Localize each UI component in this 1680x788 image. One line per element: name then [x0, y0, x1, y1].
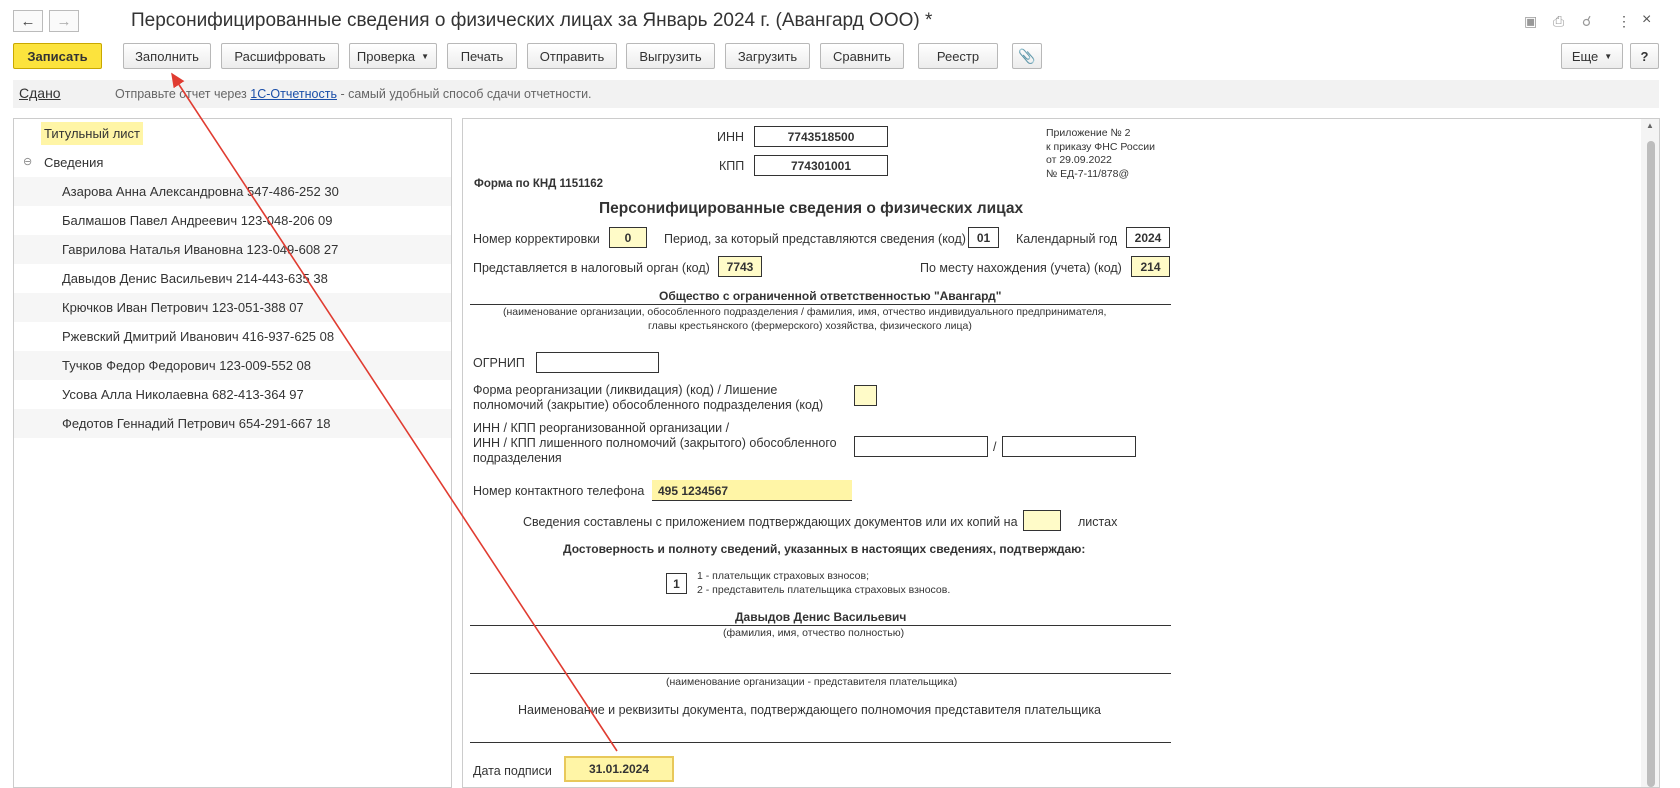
collapse-icon[interactable]: ⊖ [23, 156, 33, 168]
check-button-label: Проверка [356, 48, 416, 64]
save-icon[interactable]: ▣ [1524, 13, 1538, 29]
close-icon[interactable]: × [1642, 11, 1652, 28]
tree-item-label: Сведения [44, 155, 104, 170]
period-label: Период, за который представляются сведения (код) [664, 232, 966, 246]
help-button[interactable]: ? [1630, 43, 1659, 69]
send-button[interactable]: Отправить [527, 43, 617, 69]
reorganization-label: полномочий (закрытие) обособленного подразделения (код) [473, 398, 824, 412]
tax-authority-field[interactable]: 7743 [718, 256, 762, 277]
1c-reporting-link[interactable]: 1С-Отчетность [250, 87, 337, 101]
person-label: Ржевский Дмитрий Иванович 416-937-625 08 [62, 329, 335, 344]
arrow-right-icon: → [56, 12, 72, 30]
documents-label: Сведения составлены с приложением подтверждающих документов или их копий на [523, 515, 1018, 529]
signer-option: 2 - представитель плательщика страховых взносов. [697, 584, 951, 596]
confirmation-heading: Достоверность и полноту сведений, указанных в настоящих сведениях, подтверждаю: [563, 542, 1086, 556]
more-button-label: Еще [1571, 48, 1599, 64]
registry-button[interactable]: Реестр [918, 43, 998, 69]
inn-kpp-reorg-label: подразделения [473, 451, 562, 465]
inn-kpp-reorg-label: ИНН / КПП реорганизованной организации / [473, 421, 730, 435]
decode-button[interactable]: Расшифровать [221, 43, 339, 69]
fill-button[interactable]: Заполнить [123, 43, 211, 69]
paperclip-icon: 📎 [1018, 47, 1036, 64]
signer-hint: (фамилия, имя, отчество полностью) [723, 627, 905, 639]
person-label: Гаврилова Наталья Ивановна 123-049-608 27 [62, 242, 339, 257]
person-label: Балмашов Павел Андреевич 123-048-206 09 [62, 213, 333, 228]
phone-value: 495 1234567 [658, 484, 729, 498]
person-label: Тучков Федор Федорович 123-009-552 08 [62, 358, 312, 373]
organization-hint: главы крестьянского (фермерского) хозяйства, физического лица) [648, 320, 972, 332]
tree-item-label: Титульный лист [41, 122, 143, 145]
compare-button[interactable]: Сравнить [820, 43, 904, 69]
period-field[interactable]: 01 [968, 227, 999, 248]
authority-document-label: Наименование и реквизиты документа, подтверждающего полномочия представителя плательщика [518, 703, 1102, 717]
person-label: Давыдов Денис Васильевич 214-443-635 38 [62, 271, 328, 286]
ogrnip-label: ОГРНИП [473, 356, 525, 370]
organization-name: Общество с ограниченной ответственностью "Авангард" [659, 289, 1002, 303]
signature-date-field[interactable]: 31.01.2024 [564, 756, 674, 782]
documents-suffix: листах [1078, 515, 1118, 529]
appendix-line: Приложение № 2 [1046, 127, 1131, 139]
export-button[interactable]: Выгрузить [626, 43, 715, 69]
signer-option: 1 - плательщик страховых взносов; [697, 570, 870, 582]
form-heading: Персонифицированные сведения о физических лицах [599, 200, 1024, 217]
person-label: Федотов Геннадий Петрович 654-291-667 18 [62, 416, 331, 431]
location-field[interactable]: 214 [1131, 256, 1170, 277]
status-suffix: - самый удобный способ сдачи отчетности. [340, 87, 592, 101]
representative-hint: (наименование организации - представителя плательщика) [666, 676, 958, 688]
person-label: Усова Алла Николаевна 682-413-364 97 [62, 387, 304, 402]
appendix-line: № ЕД-7-11/878@ [1046, 167, 1130, 180]
signer-type-field[interactable]: 1 [666, 573, 687, 594]
preview-icon[interactable]: ☌ [1582, 13, 1592, 29]
signature-date-label: Дата подписи [473, 764, 552, 778]
appendix-line: от 29.09.2022 [1046, 154, 1112, 166]
more-vertical-icon[interactable]: ⋮ [1617, 13, 1631, 29]
inn-kpp-reorg-label: ИНН / КПП лишенного полномочий (закрытого) обособленного [473, 436, 837, 450]
person-label: Крючков Иван Петрович 123-051-388 07 [62, 300, 304, 315]
correction-field[interactable]: 0 [609, 227, 647, 248]
slash: / [993, 440, 997, 454]
save-button[interactable]: Записать [13, 43, 102, 69]
organization-hint: (наименование организации, обособленного подразделения / фамилия, имя, отчество индивидуального предпринимателя, [503, 306, 1107, 318]
print-button[interactable]: Печать [447, 43, 517, 69]
kpp-label: КПП [719, 159, 745, 173]
appendix-line: к приказу ФНС России [1046, 140, 1155, 153]
status-prefix: Отправьте отчет через [115, 87, 247, 101]
year-label: Календарный год [1016, 232, 1118, 246]
signer-name: Давыдов Денис Васильевич [735, 610, 907, 624]
kpp-field[interactable]: 774301001 [754, 155, 888, 176]
arrow-left-icon: ← [20, 12, 36, 30]
year-field[interactable]: 2024 [1126, 227, 1170, 248]
inn-field[interactable]: 7743518500 [754, 126, 888, 147]
window-title: Персонифицированные сведения о физических лицах за Январь 2024 г. (Авангард ООО) * [131, 10, 933, 31]
tax-authority-label: Представляется в налоговый орган (код) [473, 261, 710, 275]
import-button[interactable]: Загрузить [725, 43, 810, 69]
reorganization-label: Форма реорганизации (ликвидация) (код) / Лишение [473, 383, 778, 397]
phone-label: Номер контактного телефона [473, 484, 645, 498]
status-sent-link[interactable]: Сдано [19, 85, 61, 101]
person-label: Азарова Анна Александровна 547-486-252 30 [62, 184, 339, 199]
chevron-down-icon: ▼ [1604, 51, 1613, 61]
correction-label: Номер корректировки [473, 232, 600, 246]
knd-code: Форма по КНД 1151162 [474, 178, 604, 190]
print-icon[interactable]: ⎙ [1553, 13, 1565, 29]
scroll-up-icon[interactable]: ▲ [1646, 121, 1654, 130]
location-label: По месту нахождения (учета) (код) [920, 261, 1122, 275]
chevron-down-icon: ▼ [421, 51, 430, 61]
inn-label: ИНН [717, 130, 745, 144]
